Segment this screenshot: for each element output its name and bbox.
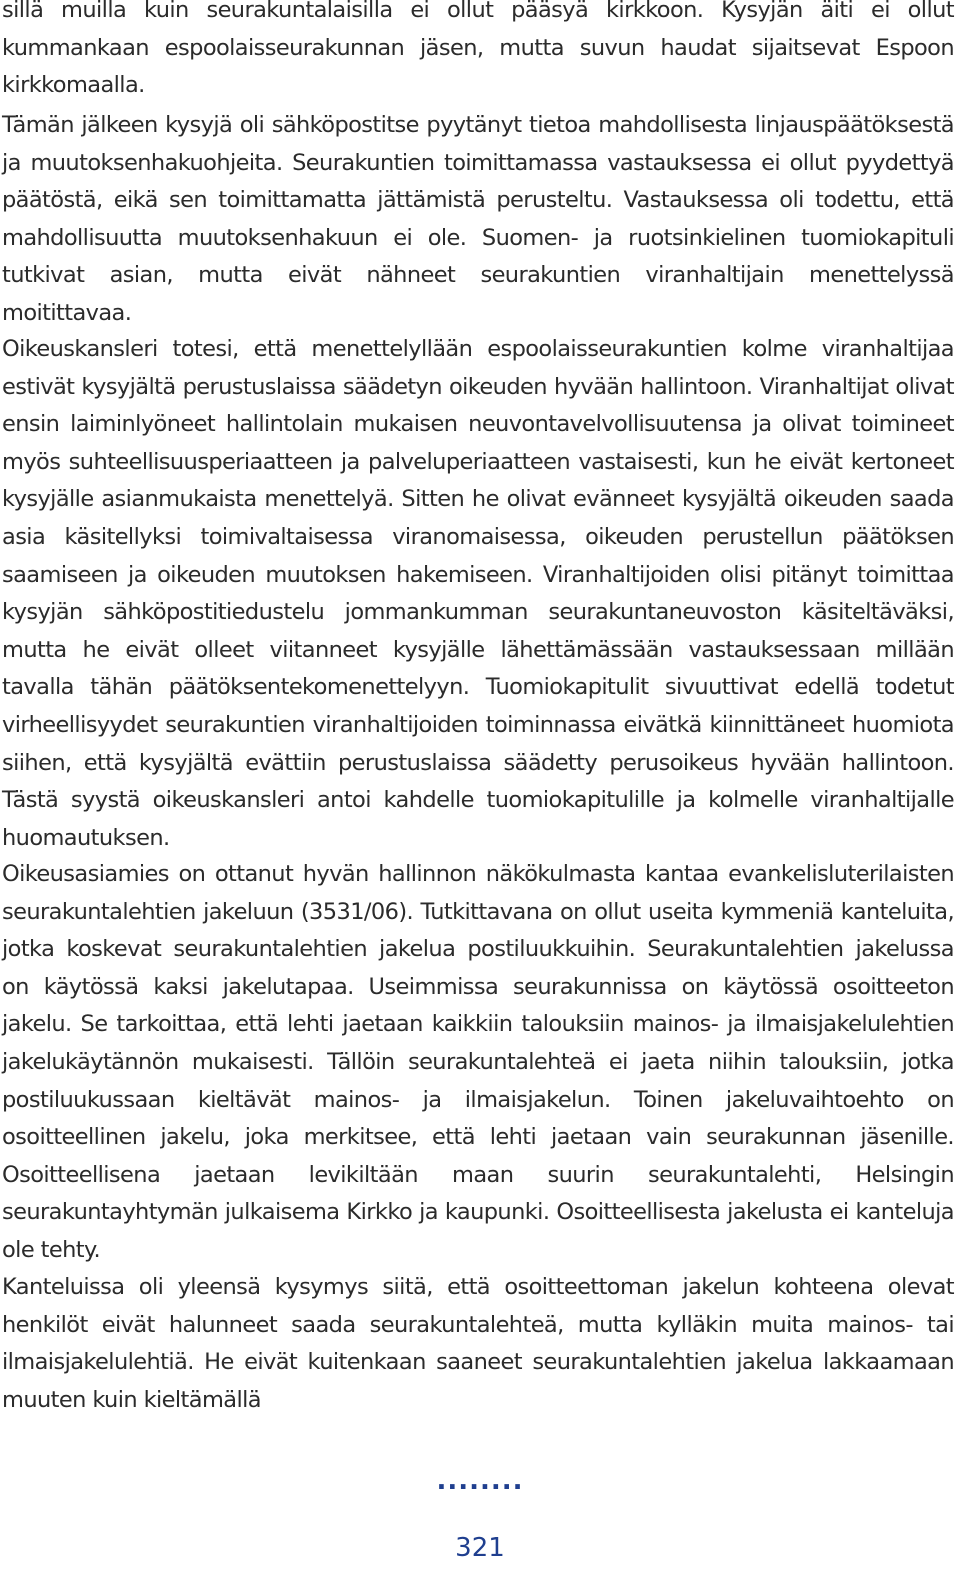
footer-separator: ........ <box>436 1466 524 1496</box>
paragraph-parish-magazine-distribution: Oikeusasiamies on ottanut hyvän hallinnon näkökulmasta kantaa evankelisluterilaisten seurakuntalehtien jakeluun (3531/06). Tutkittavana on ollut useita kymmeniä kanteluita, jotka koskevat seurakuntalehtien jakelua postiluukkuihin. Seurakuntalehtien jakelussa on käytössä kaksi jakelutapaa. Useimmissa seurakunnissa on käytössä osoitteeton jakelu. Se tarkoittaa, että lehti jaetaan kaikkiin talouksiin mainos- ja ilmaisjakelulehtien jakelukäytännön mukaisesti. Tällöin seurakuntalehteä ei jaeta niihin talouksiin, jotka postiluukussaan kieltävät mainos- ja ilmaisjakelun. Toinen jakeluvaihtoehto on osoitteellinen jakelu, joka merkitsee, että lehti jaetaan vain seurakunnan jäsenille. Osoitteellisena jaetaan levikiltään maan suurin seurakuntalehti, Helsingin seurakuntayhtymän julkaisema Kirkko ja kaupunki. Osoitteellisesta jakelusta ei kanteluja ole tehty. <box>2 861 954 1263</box>
page-number: 321 <box>455 1533 505 1563</box>
paragraph-inquiry-followup: Tämän jälkeen kysyjä oli sähköpostitse pyytänyt tietoa mahdollisesta linjauspäätöksestä ja muutoksenhakuohjeita. Seurakuntien toimittamassa vastauksessa ei ollut pyydettyä päätöstä, eikä sen toimittamatta jättämistä perusteltu. Vastauksessa oli todettu, että mahdollisuutta muutoksenhakuun ei ole. Suomen- ja ruotsinkielinen tuomiokapituli tutkivat asian, mutta eivät nähneet seurakuntien viranhaltijain menettelyssä moitittavaa. <box>2 112 954 326</box>
paragraph-complaints: Kanteluissa oli yleensä kysymys siitä, että osoitteettoman jakelun kohteena olevat henkilöt eivät halunneet saada seurakuntalehteä, mutta kylläkin muita mainos- tai ilmaisjakelulehtiä. He eivät kuitenkaan saaneet seurakuntalehtien jakelua lakkaamaan muuten kuin kieltämällä <box>2 1274 954 1413</box>
paragraph-chancellor-decision: Oikeuskansleri totesi, että menettelyllään espoolaisseurakuntien kolme viranhaltijaa estivät kysyjältä perustuslaissa säädetyn oikeuden hyvään hallintoon. Viranhaltijat olivat ensin laiminlyöneet hallintolain mukaisen neuvontavelvollisuutensa ja olivat toimineet myös suhteellisuusperiaatteen ja palveluperiaatteen vastaisesti, kun he eivät kertoneet kysyjälle asianmukaista menettelyä. Sitten he olivat evänneet kysyjältä oikeuden saada asia käsitellyksi toimivaltaisessa viranomaisessa, oikeuden perustellun päätöksen saamiseen ja oikeuden muutoksen hakemiseen. Viranhaltijoiden olisi pitänyt toimittaa kysyjän sähköpostitiedustelu jommankumman seurakuntaneuvoston käsiteltäväksi, mutta he eivät olleet viitanneet kysyjälle lähettämässään vastauksessaan millään tavalla tähän päätöksentekomenettelyyn. Tuomiokapitulit sivuuttivat edellä todetut virheellisyydet seurakuntien viranhaltijoiden toiminnassa eivätkä kiinnittäneet huomiota siihen, että kysyjältä evättiin perustuslaissa säädetty perusoikeus hyvään hallintoon. Tästä syystä oikeuskansleri antoi kahdelle tuomiokapitulille ja kolmelle viranhaltijalle huomautuksen. <box>2 336 954 851</box>
paragraph-continuation: sillä muilla kuin seurakuntalaisilla ei ollut pääsyä kirkkoon. Kysyjän äiti ei ollut kummankaan espoolaisseurakunnan jäsen, mutta suvun haudat sijaitsevat Espoon kirkkomaalla. <box>2 0 954 99</box>
